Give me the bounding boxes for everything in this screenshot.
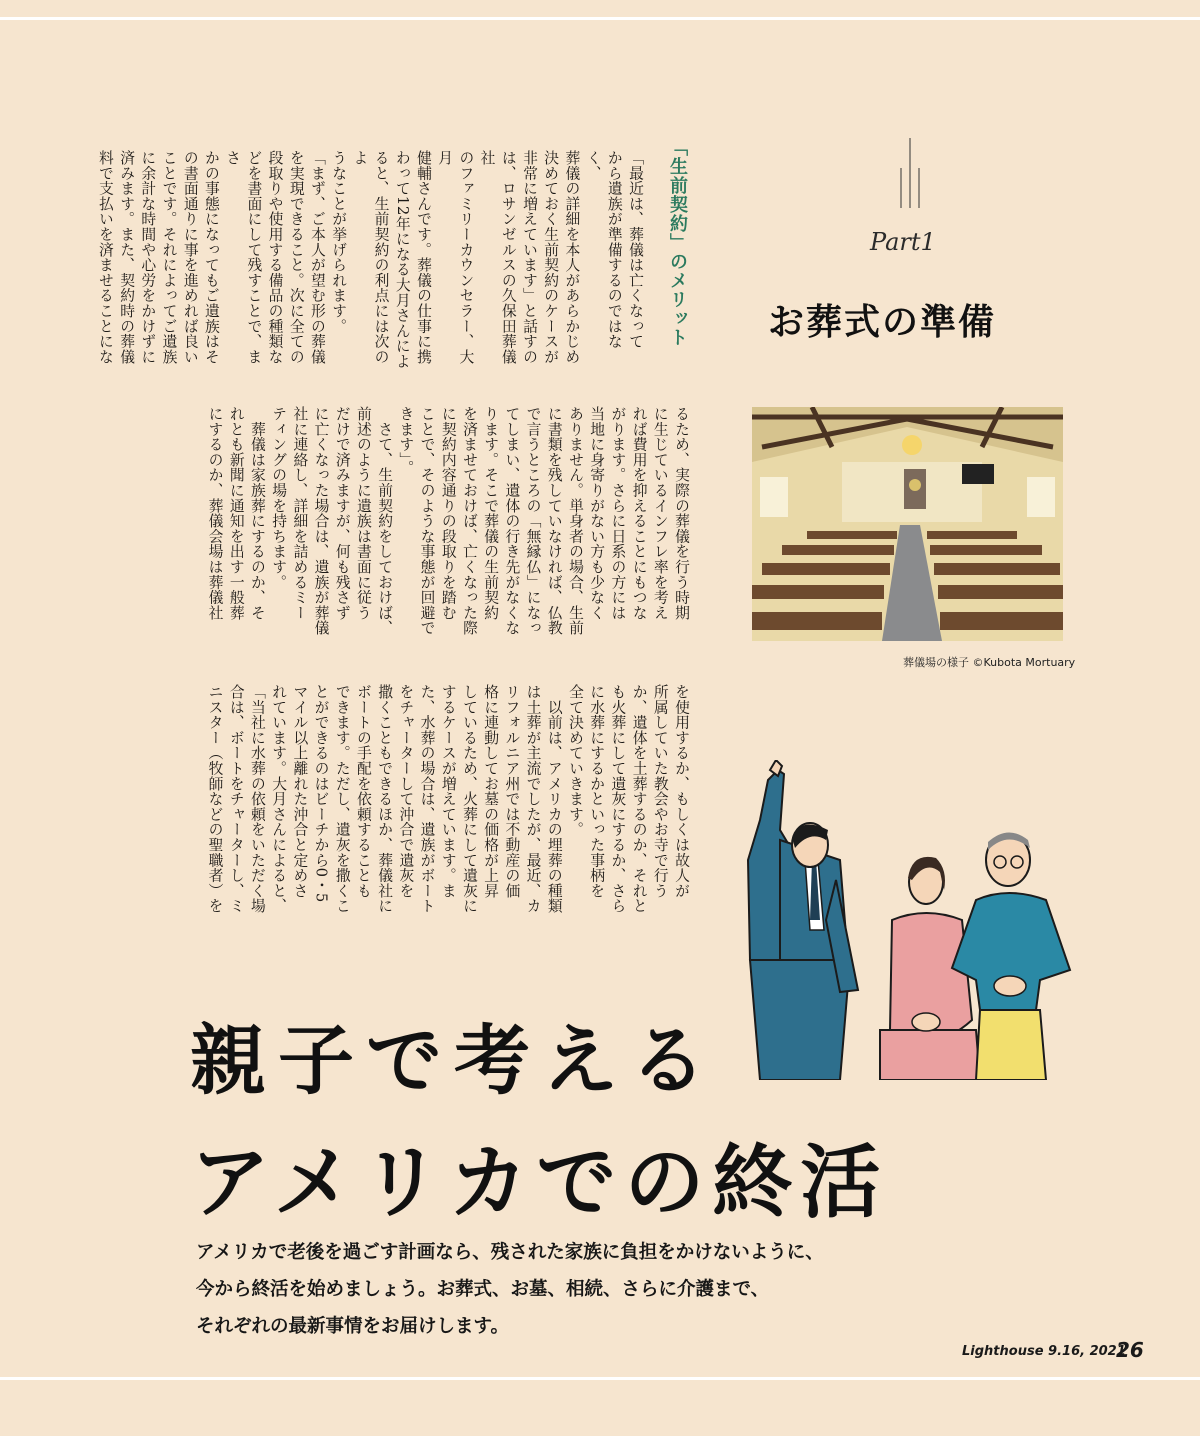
headline-line-1: 親子で考える bbox=[190, 1016, 718, 1105]
part-decoration-lines bbox=[896, 138, 924, 210]
lead-line-1: アメリカで老後を過ごす計画なら、残された家族に負担をかけないように、 bbox=[196, 1242, 824, 1263]
page-number: 26 bbox=[1116, 1338, 1144, 1362]
section-heading: 「生前契約」のメリット bbox=[667, 138, 688, 347]
headline-line-2: アメリカでの終活 bbox=[190, 1136, 889, 1229]
lead-line-3: それぞれの最新事情をお届けします。 bbox=[196, 1316, 510, 1337]
part-label: Part1 bbox=[870, 228, 936, 256]
man-in-suit-figure bbox=[748, 760, 858, 1080]
lead-line-2: 今から終活を始めましょう。お葬式、お墓、相続、さらに介護まで、 bbox=[196, 1279, 770, 1300]
family-illustration bbox=[740, 760, 1090, 1080]
article-block-2: るため、実際の葬儀を行う時期 に生じているインフレ率を考え れば費用を抑えることにもつな がります。さらに日系の方には 当地に身寄りがない方も少なく ありません。単身者の場合、生前 に書類を残していなければ、仏教 で言うところの「無縁仏」になっ てしまい、遺体の行き先がなくな ります。そこで葬儀の生前契約 を済ませておけば、亡くなった際 に契約内容通りの段取りを踏む ことで、そのような事態が回避で きます」。 さて、生前契約をしておけば、 前述のように遺族は書面に従う だけで済みますが、何も残さず に亡くなった場合は、遺族が葬儀 社に連絡し、詳細を詰めるミー ティングの場を持ちます。 葬儀は家族葬にするのか、そ れとも新聞に通知を出す一般葬 にするのか、葬儀会場は葬儀社 bbox=[206, 406, 690, 636]
bottom-rule bbox=[0, 1377, 1200, 1380]
article-block-3: を使用するか、もしくは故人が 所属していた教会やお寺で行う か、遺体を土葬するのか、それと も火葬にして遺灰にするか、さら に水葬にするかといった事柄を 全て決めていきます。 以前は、アメリカの埋葬の種類 は土葬が主流でしたが、最近、カ リフォルニア州では不動産の価 格に連動してお墓の価格が上昇 しているため、火葬にして遺灰に するケースが増えています。ま た、水葬の場合は、遺族がボート をチャーターして沖合で遺灰を 撒くこともできるほか、葬儀社に ボートの手配を依頼することも できます。ただし、遺灰を撒くこ とができるのはビーチから0・5 マイル以上離れた沖合と定めさ れています。大月さんによると、 「当社に水葬の依頼をいただく場 合は、ボートをチャーターし、ミ ニスター（牧師などの聖職者）を bbox=[206, 684, 690, 914]
publication-footer: Lighthouse 9.16, 2021 bbox=[962, 1344, 1126, 1359]
chapel-photo bbox=[752, 407, 1063, 641]
photo-caption: 葬儀場の様子 ©Kubota Mortuary bbox=[903, 656, 1076, 669]
article-block-1: 「最近は、葬儀は亡くなって から遺族が準備するのではなく、 葬儀の詳細を本人があらかじめ 決めておく生前契約のケースが 非常に増えています」と話すの は、ロサンゼルスの久保田葬儀社 のファミリーカウンセラー、大月 健輔さんです。葬儀の仕事に携 わって12年になる大月さんによ ると、生前契約の利点には次のよ うなことが挙げられます。 「まず、ご本人が望む形の葬儀 を実現できること。次に全ての 段取りや使用する備品の種類な どを書面にして残すことで、まさ かの事態になってもご遺族はそ の書面通りに事を進めれば良い ことです。それによってご遺族 に余計な時間や心労をかけずに 済みます。また、契約時の葬儀 料で支払いを済ませることにな bbox=[96, 150, 644, 369]
top-rule bbox=[0, 17, 1200, 20]
part-title: お葬式の準備 bbox=[768, 302, 997, 343]
